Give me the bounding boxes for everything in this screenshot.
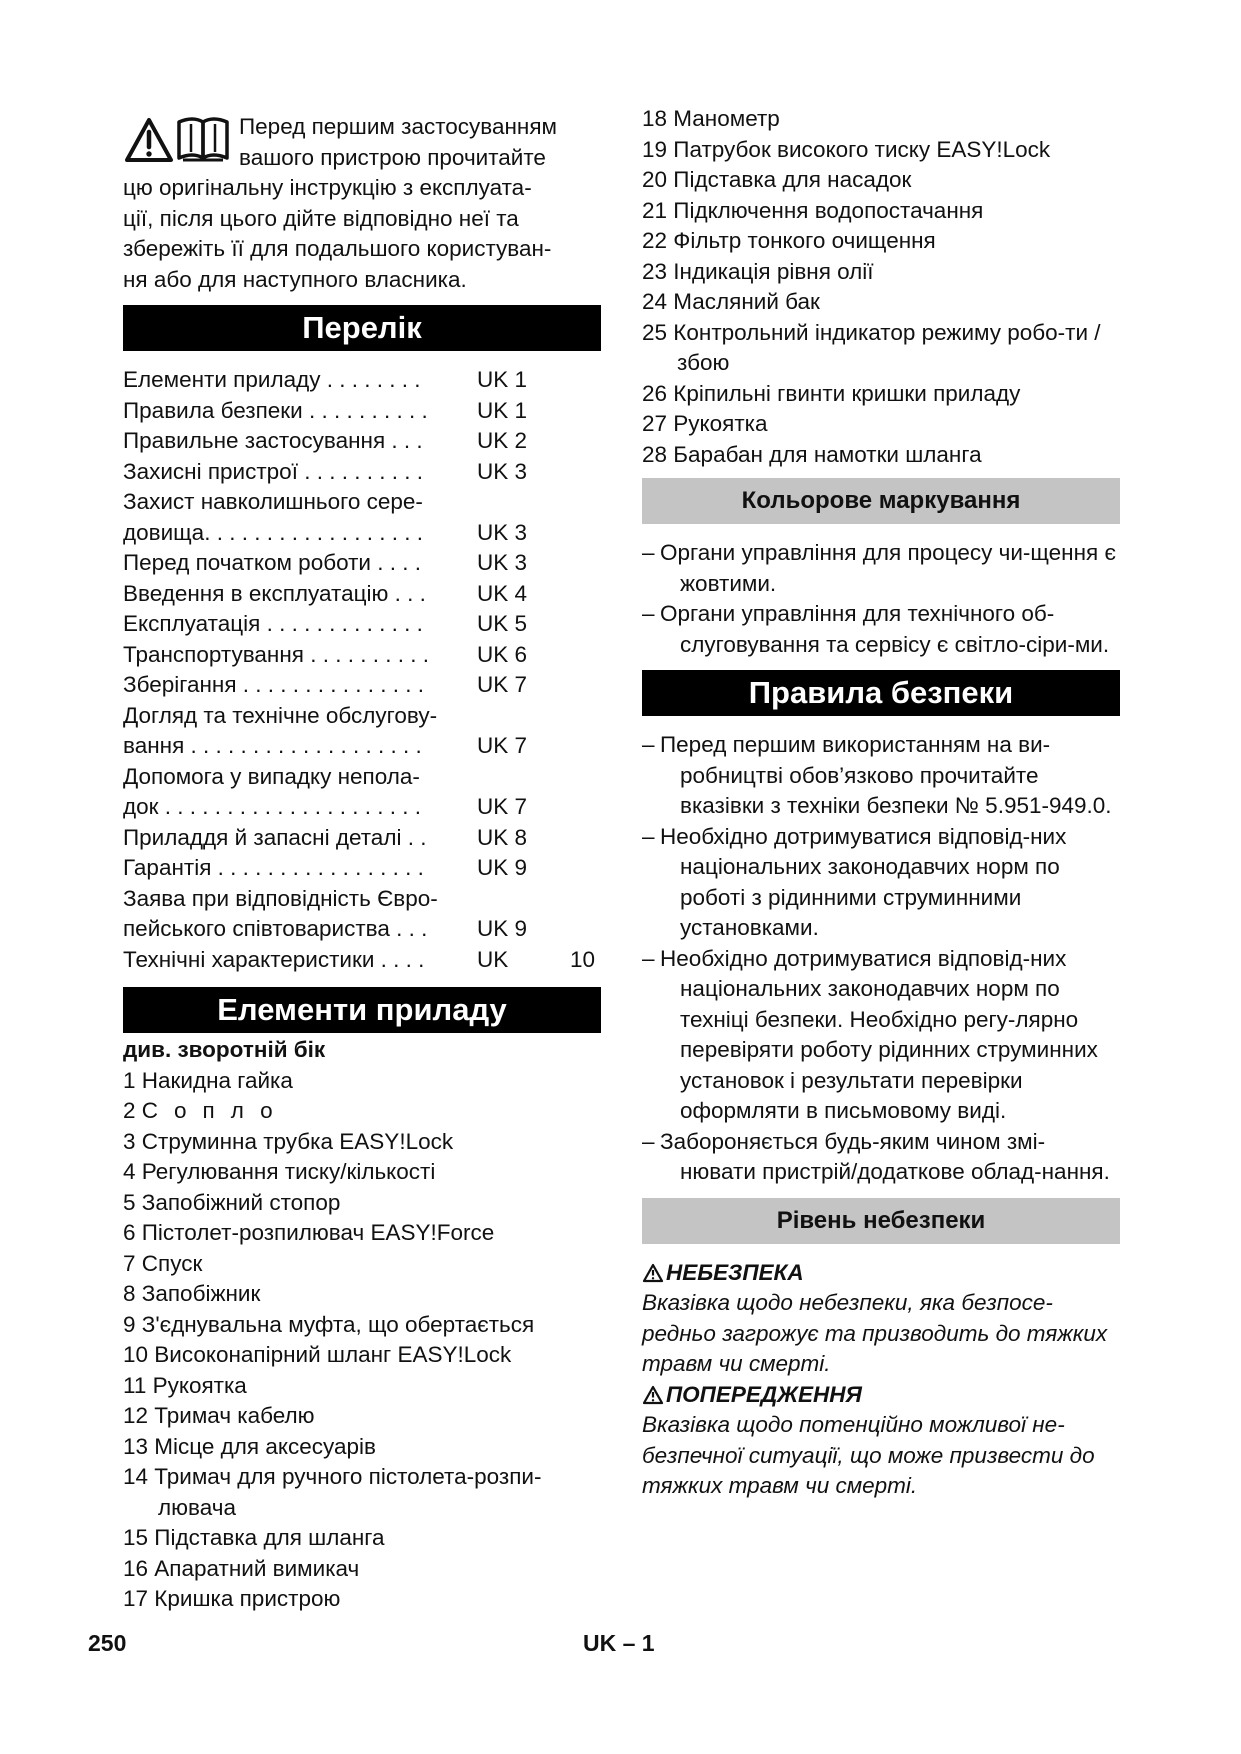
danger-label: НЕБЕЗПЕКА (642, 1258, 1120, 1289)
list-item: 18 Манометр (642, 106, 780, 131)
list-item: 19 Патрубок високого тиску EASY!Lock (642, 136, 1051, 162)
elements-list-continued (642, 104, 1120, 470)
list-item: 4 Регулювання тиску/кількості (123, 1159, 436, 1184)
toc-entry[interactable]: Експлуатація . . . . . . . . . . . . . UK 5 (123, 611, 528, 636)
list-item: 7 Спуск (123, 1250, 203, 1276)
list-item: – Необхідно дотримуватися відповід-них національних законодавчих норм по техніці безпеки. Необхідно регу-лярно перевіряти роботу рідинних струминних установок і результати перевірки оформляти в письмовому виді. (642, 945, 1098, 1123)
toc-heading: Перелік (123, 305, 601, 351)
toc-entry[interactable]: Захисні пристрої . . . . . . . . . . UK 3 (123, 458, 528, 484)
toc-entry[interactable]: Гарантія . . . . . . . . . . . . . . . . . UK 9 (123, 855, 528, 880)
list-item: 17 Кришка пристрою (123, 1586, 341, 1611)
color-coding-heading: Кольорове маркування (642, 478, 1120, 524)
list-item: 26 Кріпильні гвинти кришки приладу (642, 380, 1021, 406)
list-item: 27 Рукоятка (642, 411, 768, 436)
list-item: 14 Тримач для ручного пістолета-розпи-лювача (123, 1464, 542, 1520)
toc-entry[interactable]: Захист навколишнього сере- довища. . . . . . . . . . . . . . . . . . UK 3 (123, 489, 528, 545)
list-item: – Забороняється будь-яким чином змі-нювати пристрій/додаткове облад-нання. (642, 1128, 1110, 1184)
list-item: 11 Рукоятка (123, 1372, 247, 1398)
list-item: – Органи управління для процесу чи-щення є жовтими. (642, 540, 1116, 596)
toc-entry[interactable]: Введення в експлуатацію . . . UK 4 (123, 580, 528, 606)
toc-entry[interactable]: Догляд та технічне обслугову- вання . . . . . . . . . . . . . . . . . . . UK 7 (123, 702, 528, 758)
warning-and-manual-icon (123, 112, 235, 166)
list-item: 22 Фільтр тонкого очищення (642, 228, 936, 253)
danger-text: Вказівка щодо небезпеки, яка безпосе-редньо загрожує та призводить до тяжких травм чи смерті. (642, 1290, 1108, 1376)
list-item: 20 Підставка для насадок (642, 167, 912, 192)
toc-list (123, 365, 601, 975)
list-item: 15 Підставка для шланга (123, 1525, 385, 1550)
toc-entry[interactable]: Допомога у випадку непола- док . . . . . . . . . . . . . . . . . . . . . UK 7 (123, 763, 528, 819)
list-item: 10 Високонапірний шланг EASY!Lock (123, 1342, 512, 1367)
list-item: 12 Тримач кабелю (123, 1403, 315, 1428)
toc-entry[interactable]: Правила безпеки . . . . . . . . . . UK 1 (123, 397, 528, 423)
safety-list (642, 730, 1120, 1188)
toc-entry[interactable]: Зберігання . . . . . . . . . . . . . . . UK 7 (123, 672, 528, 697)
list-item: 13 Місце для аксесуарів (123, 1433, 376, 1459)
safety-heading: Правила безпеки (642, 670, 1120, 716)
list-item: 2 Сопло (123, 1098, 289, 1123)
list-item: 16 Апаратний вимикач (123, 1555, 360, 1581)
page-reference: UK – 1 (583, 1630, 655, 1656)
list-item: 5 Запобіжний стопор (123, 1189, 341, 1215)
warning-triangle-icon (642, 1263, 664, 1283)
list-item: 25 Контрольний індикатор режиму робо-ти / збою (642, 319, 1101, 375)
toc-entry[interactable]: Технічні характеристики . . . . UK 10 (123, 946, 595, 972)
toc-entry[interactable]: Перед початком роботи . . . . UK 3 (123, 550, 528, 575)
list-item: 28 Барабан для намотки шланга (642, 441, 982, 467)
list-item: – Органи управління для технічного об-слуговування та сервісу є світло-сіри-ми. (642, 601, 1110, 657)
toc-entry[interactable]: Елементи приладу . . . . . . . . UK 1 (123, 367, 528, 392)
list-item: 3 Струминна трубка EASY!Lock (123, 1128, 454, 1154)
warning-label: ПОПЕРЕДЖЕННЯ (642, 1380, 1120, 1411)
warning-text: Вказівка щодо потенційно можливої не-безпечної ситуації, що може призвести до тяжких травм чи смерті. (642, 1412, 1095, 1498)
toc-entry[interactable]: Заява при відповідність Євро- пейського співтовариства . . . UK 9 (123, 885, 528, 941)
list-item: 24 Масляний бак (642, 289, 820, 314)
list-item: 23 Індикація рівня олії (642, 258, 874, 284)
elements-heading: Елементи приладу (123, 987, 601, 1033)
elements-list (123, 1066, 601, 1615)
hazard-level-heading: Рівень небезпеки (642, 1198, 1120, 1244)
list-item: – Необхідно дотримуватися відповід-них національних законодавчих норм по роботі з рідинними струминними установками. (642, 823, 1067, 940)
color-coding-list (642, 538, 1120, 660)
elements-subheading: див. зворотній бік (123, 1037, 326, 1062)
warning-triangle-icon (642, 1385, 664, 1405)
list-item: 6 Пістолет-розпилювач EASY!Force (123, 1220, 495, 1245)
list-item: – Перед першим використанням на ви-робництві обов’язково прочитайте вказівки з техніки безпеки № 5.951-949.0. (642, 732, 1112, 818)
toc-entry[interactable]: Правильне застосування . . . UK 2 (123, 428, 528, 453)
list-item: 1 Накидна гайка (123, 1067, 293, 1093)
intro-block (123, 112, 601, 295)
toc-entry[interactable]: Приладдя й запасні деталі . . UK 8 (123, 824, 528, 850)
page-number: 250 (88, 1630, 127, 1656)
intro-text: Перед першим застосуванням вашого пристрою прочитайте цю оригінальну інструкцію з експлуата- ції, після цього дійте відповідно неї та збережіть її для подальшого користуван- ня або для наступного власника. (123, 114, 558, 292)
right-column (642, 106, 1120, 1502)
list-item: 21 Підключення водопостачання (642, 197, 984, 223)
toc-entry[interactable]: Транспортування . . . . . . . . . . UK 6 (123, 641, 528, 667)
left-column (123, 112, 601, 1615)
list-item: 8 Запобіжник (123, 1281, 261, 1306)
list-item: 9 З'єднувальна муфта, що обертається (123, 1311, 535, 1337)
